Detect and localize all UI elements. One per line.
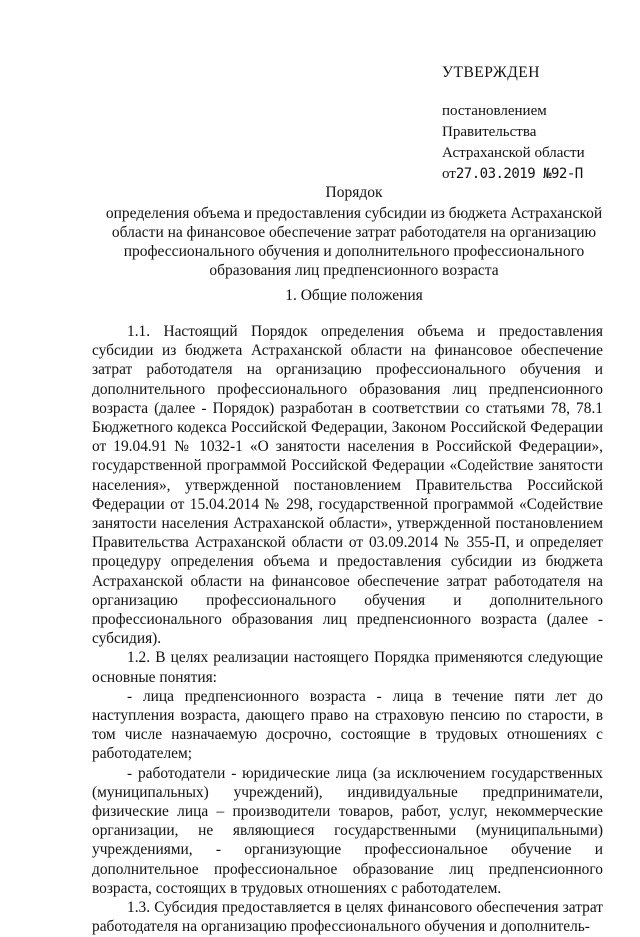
approval-block (442, 62, 632, 185)
paragraph: 1.2. В целях реализации настоящего Порядка применяются следующие основные понятия: (92, 649, 603, 686)
paragraph: 1.3. Субсидия предоставляется в целях финансового обеспечения затрат работодателя на организацию профессионального обучения и дополнитель- (92, 899, 603, 936)
approval-line: постановлением (442, 103, 547, 119)
approval-date-line (442, 164, 632, 185)
section-heading: 1. Общие положения (285, 287, 423, 304)
paragraph: - лица предпенсионного возраста - лица в течение пяти лет до наступления возраста, дающего право на страховую пенсию по старости, в том числе назначаемую досрочно, состоящие в трудовых отношениях с работодателем; (92, 687, 603, 763)
title-main: Порядок (325, 184, 383, 201)
approval-line: Правительства (442, 124, 537, 140)
date-number-stamp: 27.03.2019 №92-П (455, 166, 583, 182)
approval-line: Астраханской области (442, 145, 585, 161)
title-subtitle: определения объема и предоставления субсидии из бюджета Астраханской области на финансовое обеспечение затрат работодателя на организацию профессионального обучения и дополнительного профессионального образования лиц предпенсионного возраста (105, 205, 603, 279)
approval-heading: УТВЕРЖДЕН (442, 64, 540, 81)
document-body (92, 322, 603, 937)
paragraph: 1.1. Настоящий Порядок определения объема и предоставления субсидии из бюджета Астраханской области на финансовое обеспечение затрат работодателя на организацию профессионального обучения и дополнительного профессионального образования лиц предпенсионного возраста (далее - Порядок) разработан в соответствии со статьями 78, 78.1 Бюджетного кодекса Российской Федерации, Законом Российской Федерации от 19.04.91 № 1032-1 «О занятости населения в Российской Федерации», государственной программой Российской Федерации «Содействие занятости населения», утвержденной постановлением Правительства Российской Федерации от 15.04.2014 № 298, государственной программой «Содействие занятости населения Астраханской области», утвержденной постановлением Правительства Астраханской области от 03.09.2014 № 355-П, и определяет процедуру определения объема и предоставления субсидии из бюджета Астраханской области на финансовое обеспечение затрат работодателя на организацию профессионального обучения и дополнительного профессионального образования лиц предпенсионного возраста (далее - субсидия). (92, 323, 603, 648)
paragraph: - работодатели - юридические лица (за исключением государственных (муниципальных) учреждений), индивидуальные предприниматели, физические лица – производители товаров, работ, услуг, некоммерческие организации, не являющиеся государственными (муниципальными) учреждениями, - организующие профессиональное обучение и дополнительное профессиональное образование лиц предпенсионного возраста, состоящих в трудовых отношениях с работодателем. (92, 764, 603, 897)
document-title (100, 183, 608, 280)
date-prefix: от (442, 166, 456, 182)
